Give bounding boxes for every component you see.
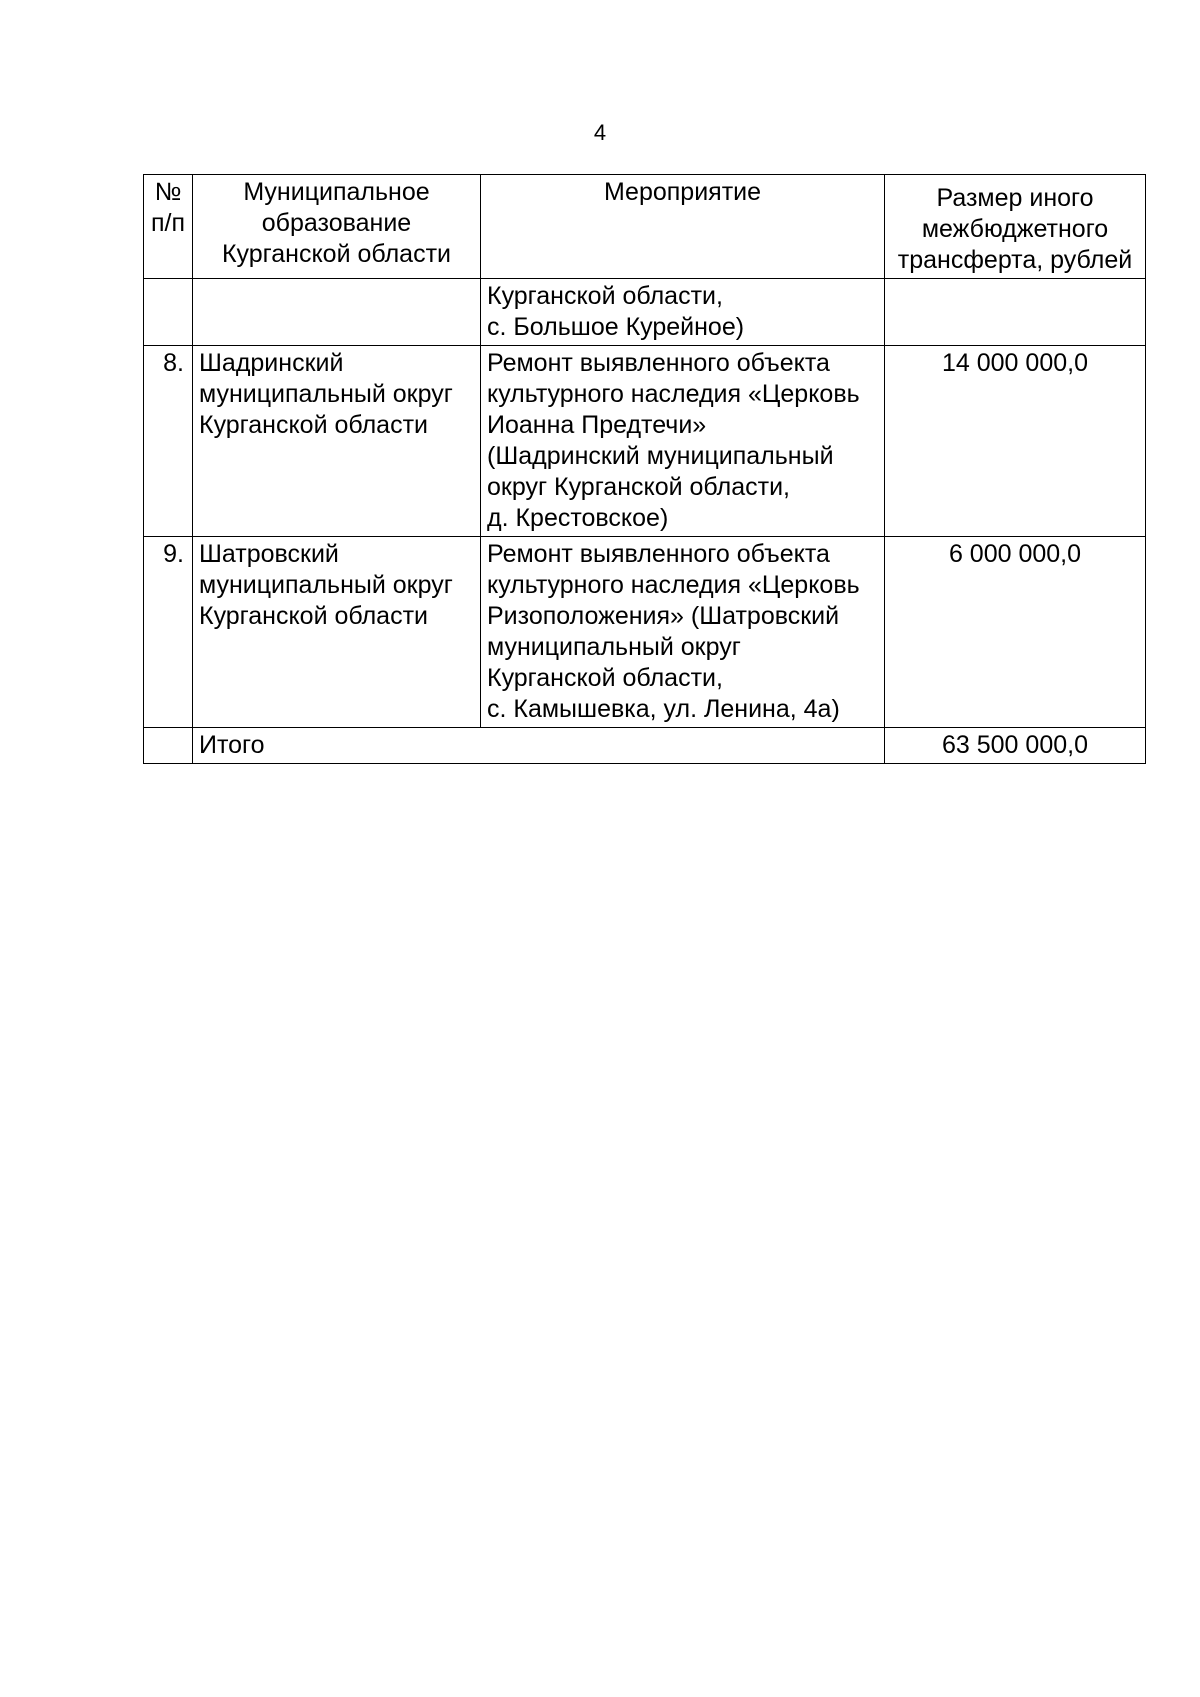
row-amount: 14 000 000,0 [885, 346, 1146, 537]
row-event: Ремонт выявленного объекта культурного наследия «Церковь Ризоположения» (Шатровский муниципальный округ Курганской области, с. Камышевка, ул. Ленина, 4а) [481, 537, 885, 728]
total-num-cell [144, 728, 193, 764]
row-num: 9. [144, 537, 193, 728]
row-event: Курганской области, с. Большое Курейное) [481, 279, 885, 346]
row-event: Ремонт выявленного объекта культурного наследия «Церковь Иоанна Предтечи» (Шадринский муниципальный округ Курганской области, д. Крестовское) [481, 346, 885, 537]
row-municipality: Шатровский муниципальный округ Курганской области [193, 537, 481, 728]
total-label: Итого [193, 728, 885, 764]
table-row [144, 346, 1146, 537]
row-num: 8. [144, 346, 193, 537]
table-row [144, 279, 1146, 346]
total-amount: 63 500 000,0 [885, 728, 1146, 764]
header-num: № п/п [144, 175, 193, 279]
table-header-row [144, 175, 1146, 279]
table-row [144, 537, 1146, 728]
transfer-table [143, 174, 1146, 764]
total-row [144, 728, 1146, 764]
row-num [144, 279, 193, 346]
row-municipality [193, 279, 481, 346]
row-amount [885, 279, 1146, 346]
header-event: Мероприятие [481, 175, 885, 279]
row-amount: 6 000 000,0 [885, 537, 1146, 728]
row-municipality: Шадринский муниципальный округ Курганской области [193, 346, 481, 537]
page-number: 4 [593, 120, 607, 145]
header-municipality: Муниципальное образование Курганской области [193, 175, 481, 279]
header-amount: Размер иного межбюджетного трансферта, рублей [885, 175, 1146, 279]
